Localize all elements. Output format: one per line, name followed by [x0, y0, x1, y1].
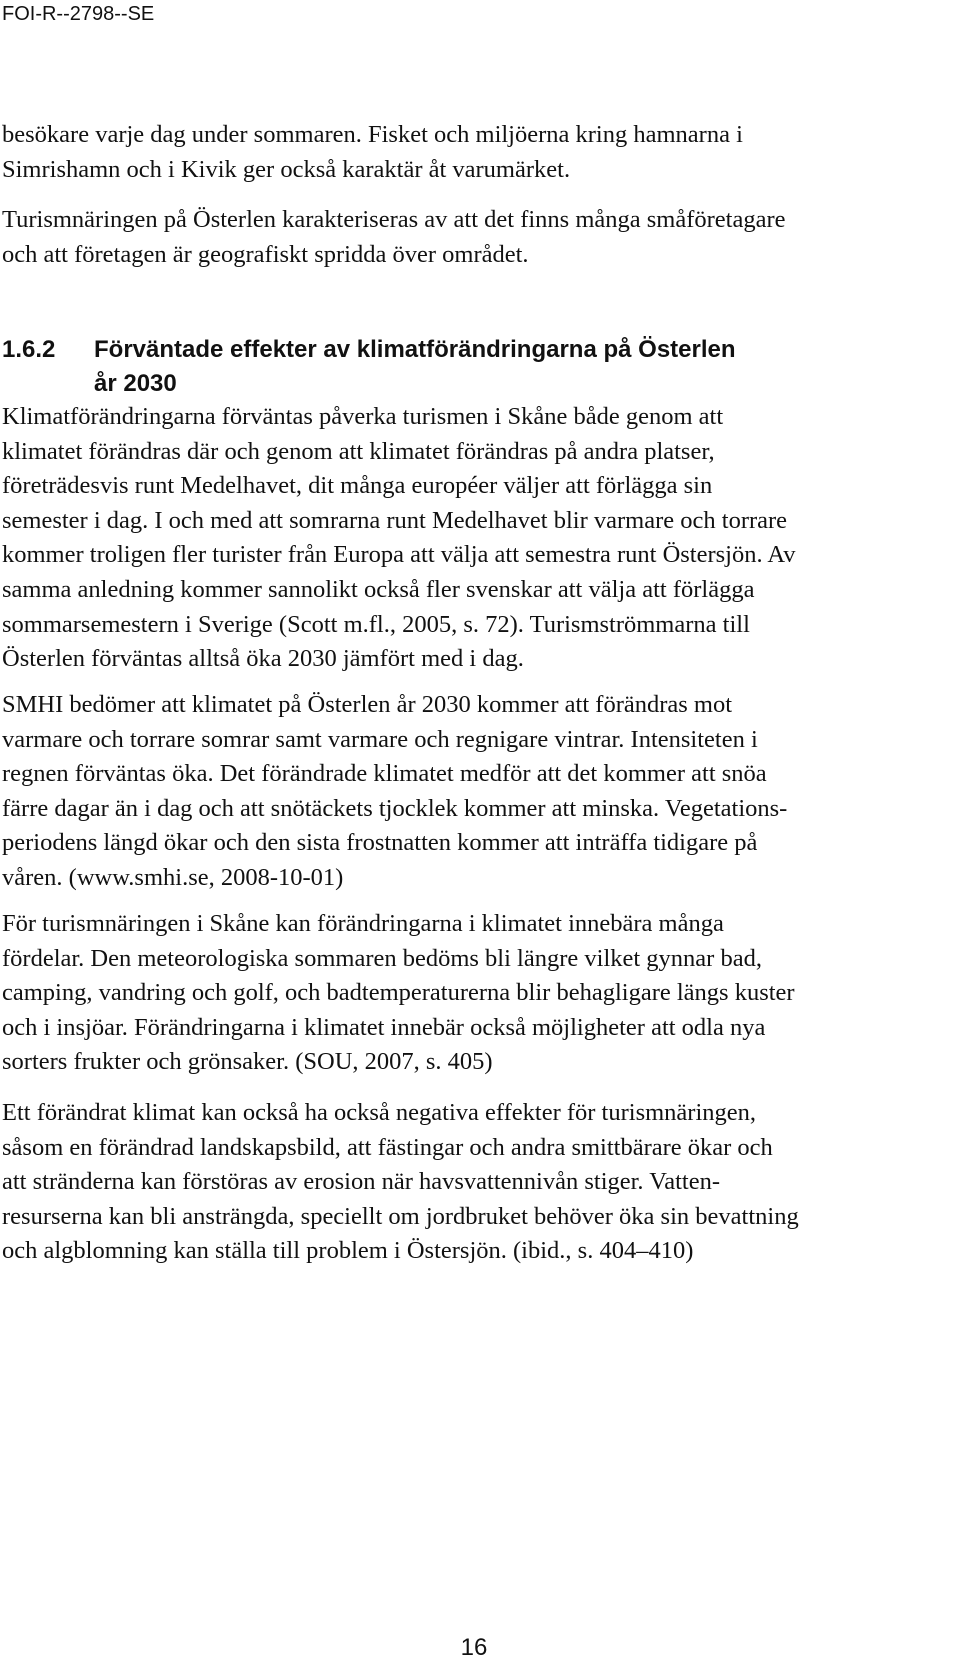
text-line: regnen förväntas öka. Det förändrade klimatet medför att det kommer att snöa	[2, 760, 767, 788]
text-line: Klimatförändringarna förväntas påverka turismen i Skåne både genom att	[2, 403, 724, 430]
text-line: Simrishamn och i Kivik ger också karaktär åt varumärket.	[2, 155, 571, 183]
text-line: periodens längd ökar och den sista frostnatten kommer att inträffa tidigare på	[2, 829, 758, 857]
text-line: såsom en förändrad landskapsbild, att fästingar och andra smittbärare ökar och	[2, 1133, 773, 1161]
text-line: våren. (www.smhi.se, 2008-10-01)	[2, 863, 344, 891]
page-number	[0, 1633, 960, 1663]
section-title-line-1: Förväntade effekter av klimatförändringarna på Österlen	[94, 336, 736, 363]
text-line: Turismnäringen på Österlen karakteriseras av att det finns många småföretagare	[2, 206, 786, 233]
text-line: och att företagen är geografiskt spridda över området.	[2, 240, 529, 268]
text-line: sorters frukter och grönsaker. (SOU, 2007, s. 405)	[2, 1048, 493, 1076]
paragraph-4	[2, 688, 942, 896]
text-line: samma anledning kommer sannolikt också fler svenskar att välja att förlägga	[2, 575, 755, 603]
paragraph-6	[2, 1096, 942, 1269]
text-line: färre dagar än i dag och att snötäckets tjocklek kommer att minska. Vegetations-	[2, 794, 788, 822]
text-line: klimatet förändras där och genom att klimatet förändras på andra platser,	[2, 437, 715, 465]
text-line: Ett förändrat klimat kan också ha också negativa effekter för turismnäringen,	[2, 1099, 756, 1126]
text-line: semester i dag. I och med att somrarna runt Medelhavet blir varmare och torrare	[2, 506, 788, 534]
text-line: att stränderna kan förstöras av erosion när havsvattennivån stiger. Vatten-	[2, 1168, 720, 1196]
text-line: SMHI bedömer att klimatet på Österlen år 2030 kommer att förändras mot	[2, 691, 733, 718]
paragraph-3	[2, 400, 942, 677]
report-id: FOI-R--2798--SE	[2, 3, 155, 25]
text-line: sommarsemestern i Sverige (Scott m.fl., 2005, s. 72). Turismströmmarna till	[2, 610, 750, 638]
text-line: camping, vandring och golf, och badtemperaturerna blir behagligare längs kuster	[2, 979, 795, 1007]
paragraph-2	[2, 203, 942, 272]
text-line: För turismnäringen i Skåne kan förändringarna i klimatet innebära många	[2, 910, 724, 937]
text-line: fördelar. Den meteorologiska sommaren bedöms bli längre vilket gynnar bad,	[2, 944, 762, 972]
text-line: och algblomning kan ställa till problem i Östersjön. (ibid., s. 404–410)	[2, 1237, 694, 1265]
text-line: besökare varje dag under sommaren. Fisket och miljöerna kring hamnarna i	[2, 121, 743, 148]
text-line: företrädesvis runt Medelhavet, dit många européer väljer att förlägga sin	[2, 472, 713, 500]
text-line: Österlen förväntas alltså öka 2030 jämfört med i dag.	[2, 645, 524, 673]
section-heading	[2, 333, 942, 401]
text-line: varmare och torrare somrar samt varmare och regnigare vintrar. Intensiteten i	[2, 725, 758, 753]
section-title-line-2: år 2030	[94, 370, 177, 397]
text-line: kommer troligen fler turister från Europa att välja att semestra runt Östersjön. Av	[2, 541, 796, 569]
section-number: 1.6.2	[2, 336, 56, 363]
text-line: resurserna kan bli ansträngda, speciellt om jordbruket behöver öka sin bevattning	[2, 1202, 799, 1230]
page-number-text: 16	[460, 1634, 488, 1661]
paragraph-1	[2, 118, 942, 187]
text-line: och i insjöar. Förändringarna i klimatet innebär också möjligheter att odla nya	[2, 1013, 766, 1041]
paragraph-5	[2, 907, 942, 1080]
